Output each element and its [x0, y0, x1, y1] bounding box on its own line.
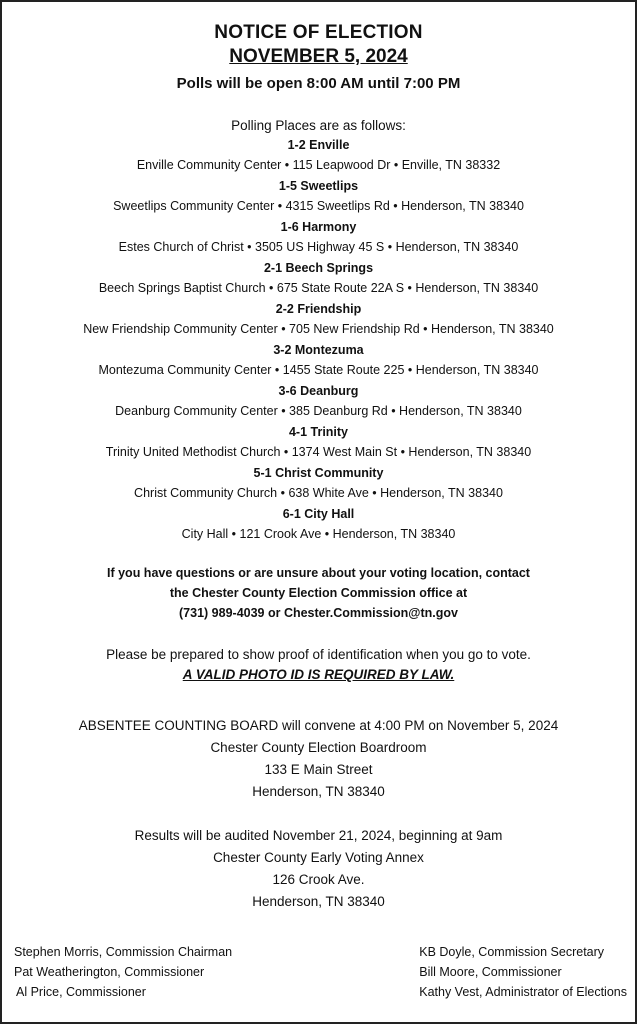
id-notice: Please be prepared to show proof of identification when you go to vote. — [106, 647, 531, 662]
polling-address: Montezuma Community Center • 1455 State Route 225 • Henderson, TN 38340 — [98, 363, 539, 377]
audit-location: Chester County Early Voting Annex — [213, 850, 424, 865]
contact-line: the Chester County Election Commission office at — [169, 586, 468, 600]
polling-address: Trinity United Methodist Church • 1374 West Main St • Henderson, TN 38340 — [105, 445, 532, 459]
absentee-street: 133 E Main Street — [264, 762, 373, 777]
absentee-location: Chester County Election Boardroom — [210, 740, 427, 755]
precinct-name: 2-2 Friendship — [275, 302, 362, 316]
polling-address: Estes Church of Christ • 3505 US Highway 45 S • Henderson, TN 38340 — [118, 240, 519, 254]
audit-city: Henderson, TN 38340 — [252, 894, 385, 909]
polling-address: Sweetlips Community Center • 4315 Sweetlips Rd • Henderson, TN 38340 — [113, 199, 524, 213]
polling-address: Beech Springs Baptist Church • 675 State Route 22A S • Henderson, TN 38340 — [98, 281, 539, 295]
polling-address: Enville Community Center • 115 Leapwood Dr • Enville, TN 38332 — [136, 158, 501, 172]
photo-id-required: A VALID PHOTO ID IS REQUIRED BY LAW. — [182, 667, 455, 682]
contact-line: If you have questions or are unsure about your voting location, contact — [107, 566, 530, 580]
precinct-name: 3-2 Montezuma — [273, 343, 364, 357]
polling-places-intro: Polling Places are as follows: — [231, 118, 406, 133]
precinct-name: 3-6 Deanburg — [278, 384, 359, 398]
polling-address: Deanburg Community Center • 385 Deanburg Rd • Henderson, TN 38340 — [115, 404, 522, 418]
absentee-board-info — [2, 715, 635, 803]
commission-signatures — [14, 942, 627, 1002]
commissioner-name: Bill Moore, Commissioner — [419, 965, 562, 979]
precinct-name: 4-1 Trinity — [288, 425, 349, 439]
contact-phone-email: (731) 989-4039 or Chester.Commission@tn.gov — [179, 606, 458, 620]
audit-street: 126 Crook Ave. — [272, 872, 365, 887]
polling-address: City Hall • 121 Crook Ave • Henderson, TN 38340 — [181, 527, 456, 541]
signature-column-right — [419, 942, 627, 1002]
commissioner-name: Kathy Vest, Administrator of Elections — [419, 985, 627, 999]
commissioner-name: Stephen Morris, Commission Chairman — [14, 945, 233, 959]
polling-address: Christ Community Church • 638 White Ave • Henderson, TN 38340 — [134, 486, 503, 500]
precinct-name: 6-1 City Hall — [282, 507, 355, 521]
polling-places-section — [2, 117, 635, 545]
election-date: NOVEMBER 5, 2024 — [229, 46, 408, 67]
precinct-name: 5-1 Christ Community — [253, 466, 384, 480]
polling-address: New Friendship Community Center • 705 New Friendship Rd • Henderson, TN 38340 — [83, 322, 554, 336]
notice-header — [2, 2, 635, 95]
precinct-name: 2-1 Beech Springs — [263, 261, 374, 275]
commissioner-name: Pat Weatherington, Commissioner — [14, 965, 205, 979]
precinct-name: 1-2 Enville — [287, 138, 350, 152]
id-requirement — [2, 645, 635, 685]
signature-column-left — [14, 942, 232, 1002]
poll-hours: Polls will be open 8:00 AM until 7:00 PM — [176, 75, 461, 92]
precinct-name: 1-6 Harmony — [280, 220, 357, 234]
audit-results-info — [2, 825, 635, 913]
commissioner-name: KB Doyle, Commission Secretary — [419, 945, 605, 959]
absentee-line: ABSENTEE COUNTING BOARD will convene at 4:00 PM on November 5, 2024 — [78, 718, 559, 733]
audit-line: Results will be audited November 21, 2024, beginning at 9am — [134, 828, 503, 843]
notice-title: NOTICE OF ELECTION — [214, 22, 423, 43]
contact-info — [2, 563, 635, 623]
commissioner-name: Al Price, Commissioner — [16, 985, 146, 999]
precinct-name: 1-5 Sweetlips — [278, 179, 359, 193]
absentee-city: Henderson, TN 38340 — [252, 784, 385, 799]
